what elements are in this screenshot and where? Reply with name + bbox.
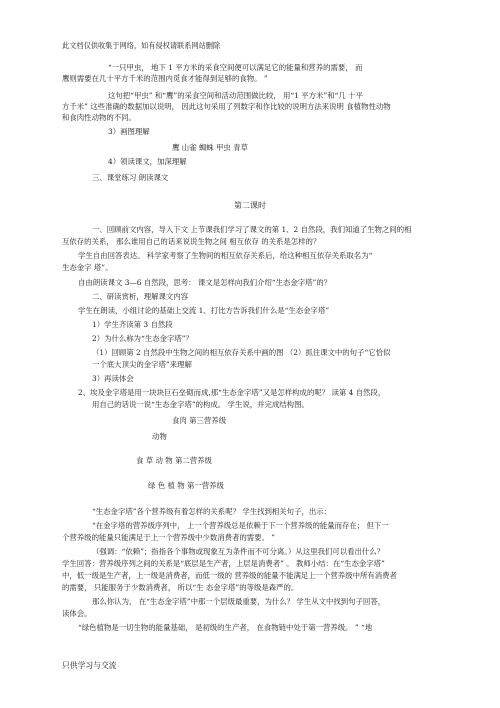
text-line: 3）画图理解 xyxy=(108,127,150,136)
text-line: （强调：“依赖”；指指各个事物或现象互为条件而不可分离。）从这里我们可以看出什么？ xyxy=(92,547,385,556)
text-line: 互依存的关系， 那么谁用自己的话来说说生物之间 相互依存 的关系是怎样的？ xyxy=(62,237,321,246)
pyramid-level-3-sub: 动物 xyxy=(152,432,167,441)
pyramid-level-1: 绿 色 植 物 第一营养级 xyxy=(148,481,224,490)
text-line: 读体会。 xyxy=(62,609,92,618)
quote-line: “绿色植物是一切生物的能量基础， 是初级的生产者， 在食物链中处于第一营养级。 ” “地 xyxy=(78,623,373,632)
text-line: 一个底大顶尖的金字塔”来理解 xyxy=(92,360,192,369)
food-chain-line: 鹰 山雀 蜘蛛 甲虫 青草 xyxy=(172,143,248,152)
text-line: 方千米” 这些准确的数据加以说明， 因此这句采用了列数字和作比较的说明方法来说明 食植物性动物 xyxy=(62,102,391,111)
text-line: 鹰则需要在几十平方千米的范围内觅食才能得到足够的食物。 ” xyxy=(62,74,268,83)
text-line: 学生回答：营养级序列之间的关系是“底层是生产者，上层是消费者” 。 教师小结：在“生态金字塔” xyxy=(62,559,385,568)
quote-line: 个营养级的能量只能满足于上一个营养级中少数消费者的需要。 ” xyxy=(62,533,276,542)
text-line: 学生自由回答表达。 科学家考察了生物间的相互依存关系后，给这种相互依存关系取名为“ xyxy=(78,251,373,260)
text-line: 这句把“甲虫” 和“鹰”的采食空间和活动范围做比较， 用“1 平方米”和“几 十平 xyxy=(108,91,363,100)
pyramid-level-3: 食肉 第三营养级 xyxy=(172,416,227,425)
text-line: （1）回顾第 2 自然段中生物之间的相互依存关系中画的图 （2）抓住课文中的句子“它恰似 xyxy=(92,348,391,357)
lesson-title: 第二课时 xyxy=(234,201,266,210)
text-line: 用自己的话说一说“生态金字塔”的构成。 学生说，并完成结构图。 xyxy=(92,400,309,409)
text-line: 2）为什么称为“生态金字塔”？ xyxy=(92,334,193,343)
text-line: 4）领读课文，加深理解 xyxy=(108,157,187,166)
section-heading: 三、课堂练习 朗读课文 xyxy=(92,173,169,182)
text-line: 2、埃及金字塔是用一块块巨石垒砌而成,那“生态金字塔”又是怎样构成的呢？ 读第 4 自然段， xyxy=(78,388,386,397)
text-line: 自由朗读课文 3—6 自然段，思考： 课文是怎样向我们介绍“生态金字塔”的？ xyxy=(78,278,332,287)
text-line: 那么你认为， 在“生态金字塔”中那一个层级最重要，为什么？ 学生从文中找到句子回答， xyxy=(92,597,386,606)
text-line: 1）学生齐读第 3 自然段 xyxy=(92,320,173,329)
text-line: 的需要， 只能服务于少数消费者， 所以“生 态金字塔”的等级是森严的。 xyxy=(62,583,299,592)
text-line: 3）再读体会 xyxy=(92,374,134,383)
page-footer: 只供学习与交流 xyxy=(62,661,117,670)
text-line: 中，低一级是生产者，上一级是消费者，而低一级的 营养级的能量不能满足上一个营养级中所有消费者 xyxy=(62,571,397,580)
page-header: 此文档仅供收集于网络，如有侵权请联系网站删除 xyxy=(62,41,221,50)
text-line: 和食肉性动物的不同。 xyxy=(62,113,136,122)
text-line: “生态金字塔”各个营养级有着怎样的关系呢？ 学生找到相关句子，出示： xyxy=(92,507,332,516)
pyramid-level-2: 食 草 动 物 第二营养级 xyxy=(136,456,212,465)
quote-line: “在金字塔的营养级序列中， 上一个营养级总是依赖于下一个营养级的能量而存在； 但下一 xyxy=(92,521,389,530)
text-line: 生态金字 塔”。 xyxy=(62,263,113,272)
text-line: “一只甲虫， 地下 1 平方米的采食空间便可以满足它的能量和营养的需要， 而 xyxy=(108,63,363,72)
text-line: 一、回顾前文内容，导入下文 上节课我们学习了课文的第 1、2 自然段，我们知道了生物之间的相 xyxy=(92,225,412,234)
text-line: 学生在朗读，小组讨论的基础上交流 1、打比方告诉我们什么是“生态金字塔” xyxy=(78,306,330,315)
section-heading: 二、研读赏析，理解课文内容 xyxy=(92,292,189,301)
